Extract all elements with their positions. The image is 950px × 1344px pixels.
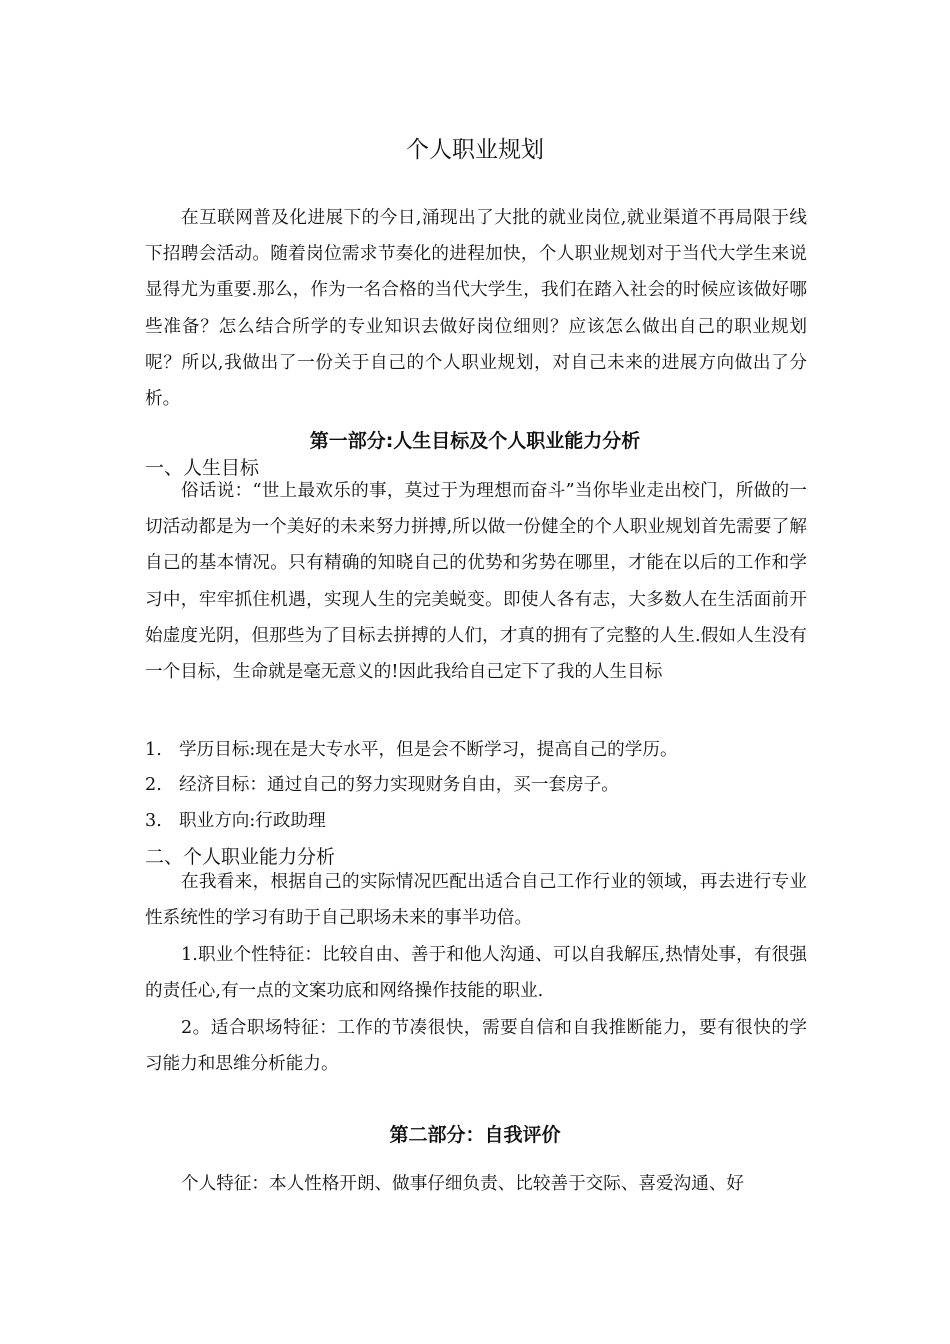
goal-item-number: 1. xyxy=(145,740,162,760)
part2-paragraph: 个人特征：本人性格开朗、做事仔细负责、比较善于交际、喜爱沟通、好 xyxy=(181,1174,745,1194)
section1-heading: 一、人生目标 xyxy=(145,457,260,479)
goal-item-text: 职业方向:行政助理 xyxy=(179,811,326,831)
section1-paragraph: 俗话说：“世上最欢乐的事，莫过于为理想而奋斗”当你毕业走出校门，所做的一切活动都是为一个美好的未来努力拼搏,所以做一份健全的个人职业规划首先需要了解自己的基本情况。只有精确的知晓自己的优势和劣势在哪里，才能在以后的工作和学习中，牢牢抓住机遇，实现人生的完美蜕变。即使人各有志，大多数人在生活面前开始虚度光阴，但那些为了目标去拼搏的人们，才真的拥有了完整的人生.假如人生没有一个目标，生命就是毫无意义的!因此我给自己定下了我的人生目标 xyxy=(145,481,807,683)
part2-heading: 第二部分：自我评价 xyxy=(389,1124,561,1146)
intro-paragraph: 在互联网普及化进展下的今日,涌现出了大批的就业岗位,就业渠道不再局限于线下招聘会活动。随着岗位需求节奏化的进程加快，个人职业规划对于当代大学生来说显得尤为重要.那么，作为一名合格的当代大学生，我们在踏入社会的时候应该做好哪些准备？怎么结合所学的专业知识去做好岗位细则？应该怎么做出自己的职业规划呢？所以,我做出了一份关于自己的个人职业规划，对自己未来的进展方向做出了分析。 xyxy=(145,208,807,410)
goal-item xyxy=(145,806,807,836)
goal-item-number: 3. xyxy=(145,811,162,831)
goal-item-number: 2. xyxy=(145,775,162,795)
section2-paragraph-1: 在我看来，根据自己的实际情况匹配出适合自己工作行业的领域，再去进行专业性系统性的学习有助于自己职场未来的事半功倍。 xyxy=(145,872,807,929)
section2-heading: 二、个人职业能力分析 xyxy=(145,846,336,868)
goal-item xyxy=(145,770,807,800)
goal-item-text: 经济目标：通过自己的努力实现财务自由，买一套房子。 xyxy=(179,775,619,795)
section2-paragraph-3: 2。适合职场特征：工作的节凑很快，需要自信和自我推断能力，要有很快的学习能力和思维分析能力。 xyxy=(145,1018,807,1075)
goal-item-text: 学历目标:现在是大专水平，但是会不断学习，提高自己的学历。 xyxy=(179,740,678,760)
part1-heading: 第一部分:人生目标及个人职业能力分析 xyxy=(309,430,641,452)
document-title: 个人职业规划 xyxy=(406,137,544,163)
section2-paragraph-2: 1.职业个性特征：比较自由、善于和他人沟通、可以自我解压,热情处事，有很强的责任心,有一点的文案功底和网络操作技能的职业. xyxy=(145,945,807,1002)
goal-item xyxy=(145,735,807,765)
